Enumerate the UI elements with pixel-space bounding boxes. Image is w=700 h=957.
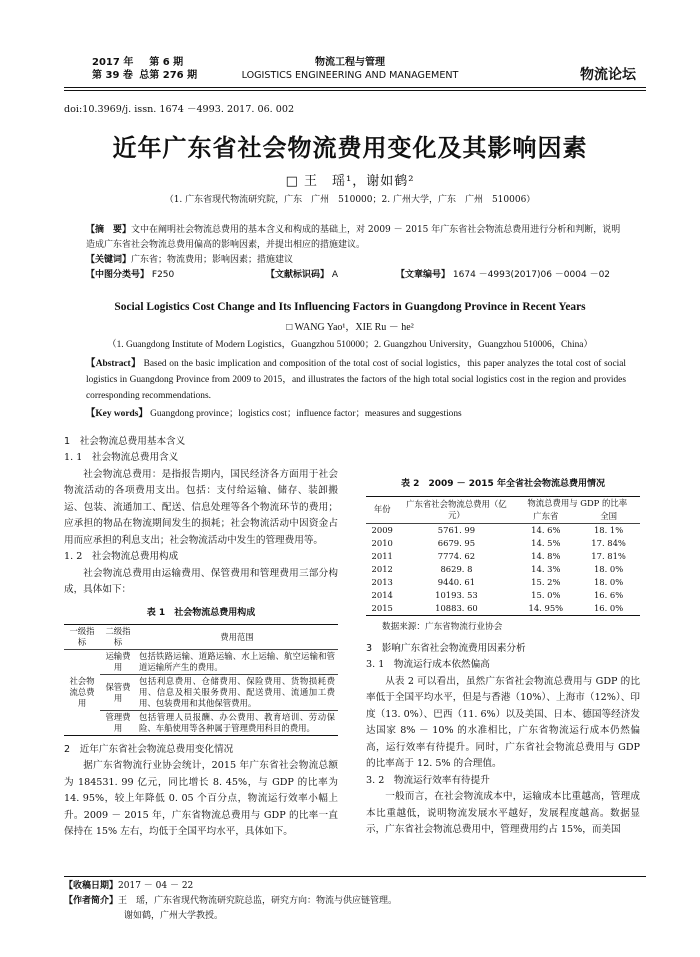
section-3-2-heading: 3. 2 物流运行效率有待提升: [366, 774, 490, 786]
affiliation-en: （1. Guangdong Institute of Modern Logistics，Guangzhou 510000；2. Guangzhou University，Guangzhou 510006，China）: [107, 340, 593, 350]
table-2-cell: 15. 2%: [531, 576, 561, 587]
abstract-en: [86, 356, 626, 422]
header-year-issue: [92, 56, 197, 82]
keywords-cn-label: 【关键词】: [86, 255, 132, 265]
table-2-cell: 6679. 95: [437, 537, 476, 548]
section-3-2-text: 一般而言，在社会物流成本中，运输成本比重越高，管理成本比重越低，说明物流发展水平越好，发展程度越高。数据显示，广东省社会物流总费用中，管理费用约占 15%，而美国: [366, 791, 640, 835]
table-2-cell: 17. 84%: [591, 537, 626, 548]
table-2-cell: 17. 81%: [591, 550, 626, 561]
table-2-cell: 18. 0%: [593, 563, 624, 574]
section-1-2-heading: 1. 2 社会物流总费用构成: [64, 551, 179, 562]
table-1-cell: 管理费用: [100, 711, 136, 736]
table-row: [366, 563, 640, 576]
abstract-cn-label: 【摘 要】: [86, 225, 132, 235]
title-en: Social Logistics Cost Change and Its Influencing Factors in Guangdong Province in Recent Years: [114, 301, 586, 313]
table-2-cell: 2012: [371, 563, 393, 574]
table-2-header-ratio: 物流总费用与 GDP 的比率: [527, 497, 628, 508]
table-2-caption: 表 2 2009 － 2015 年全省社会物流总费用情况: [401, 479, 605, 489]
abstract-en-text: Based on the basic implication and composition of the total cost of social logistics，this paper analyzes the total cost of social logistics in Guangdong Province from 2009 to 2015，and illustrates the factors of the high total social logistics cost in the region and provides corresponding recommendations.: [86, 359, 627, 401]
journal-name-en: LOGISTICS ENGINEERING AND MANAGEMENT: [241, 70, 459, 81]
table-2-cell: 18. 1%: [593, 524, 624, 535]
table-2-cell: 8629. 8: [440, 563, 473, 574]
section-1-1-text: 社会物流总费用：是指报告期内，国民经济各方面用于社会物流活动的各项费用支出。包括：支付给运输、储存、装卸搬运、包装、流通加工、配送、信息处理等各个物流环节的费用；应承担的物品在物流期间发生的损耗；社会物流活动中因资金占用而应承担的利息支出；社会物流活动中发生的管理费用等。: [64, 468, 338, 546]
table-2: [366, 496, 640, 616]
column-name: 物流论坛: [580, 67, 636, 83]
abstract-en-label: 【Abstract】: [86, 359, 141, 369]
table-2-cell: 2010: [371, 537, 393, 548]
table-2-header-cn: 全国: [577, 510, 640, 524]
table-row: [366, 550, 640, 563]
table-row: [366, 576, 640, 589]
table-2-cell: 14. 3%: [531, 563, 561, 574]
table-row: [366, 537, 640, 550]
author-bio-label: 【作者简介】: [64, 896, 119, 906]
table-1-cell: 包括铁路运输、道路运输、水上运输、航空运输和管道运输所产生的费用。: [136, 650, 338, 675]
table-1-cell: 运输费用: [100, 650, 136, 675]
header-issue: 第 6 期: [149, 57, 184, 68]
journal-name-cn: 物流工程与管理: [315, 57, 385, 68]
table-2-cell: 18. 0%: [593, 576, 624, 587]
footnote: [64, 879, 644, 924]
affiliation-cn: （1. 广东省现代物流研究院，广东 广州 510000；2. 广州大学，广东 广州 510006）: [164, 195, 536, 205]
table-2-cell: 10883. 60: [435, 602, 478, 613]
table-2-cell: 14. 95%: [528, 602, 564, 613]
footnote-rule: [64, 876, 646, 877]
table-2-cell: 16. 0%: [593, 602, 624, 613]
table-1: [64, 624, 338, 736]
doc-code: A: [331, 270, 339, 280]
article-no: 1674 －4993(2017)06 －0004 －02: [452, 270, 611, 280]
table-2-cell: 15. 0%: [531, 589, 561, 600]
title-cn: 近年广东省社会物流费用变化及其影响因素: [112, 134, 588, 162]
table-2-cell: 9440. 61: [437, 576, 476, 587]
section-2-text: 据广东省物流行业协会统计，2015 年广东省社会物流总额为 184531. 99 亿元，同比增长 8. 45%，与 GDP 的比率为 14. 95%，较上年降低 0. 05 个百分点，物流运行效率小幅上升。2009 － 2015 年，广东省物流总费用与 GDP 的比率一直保持在 15% 左右，均低于全国平均水平，具体如下。: [64, 760, 338, 837]
header-rule: [64, 87, 646, 88]
table-1-header-level2: 二级指标: [105, 626, 131, 647]
table-1-caption: 表 1 社会物流总费用构成: [146, 607, 256, 618]
section-3-1-text: 从表 2 可以看出，虽然广东省社会物流总费用与 GDP 的比率低于全国平均水平，但是与香港（10%）、上海市（12%）、印度（13. 0%）、巴西（11. 6%）以及美国、日本、德国等经济发达国家 8% － 10% 的水准相比，广东省物流运行成本仍然偏高，运行效率有待提升。同时，广东省社会物流总费用与 GDP 的比率高于 12. 5% 的合理值。: [366, 675, 640, 769]
clc-code: F250: [151, 270, 175, 280]
table-1-header-scope: 费用范围: [220, 631, 254, 642]
left-column: [64, 434, 338, 841]
received-date: 2017 － 04 － 22: [118, 881, 194, 891]
section-1-heading: 1 社会物流总费用基本含义: [64, 436, 186, 447]
header-volume: 第 39 卷: [92, 70, 133, 81]
section-2-heading: 2 近年广东省社会物流总费用变化情况: [64, 744, 234, 755]
table-2-cell: 2015: [371, 602, 393, 613]
header-journal: [220, 56, 480, 82]
right-column: [366, 434, 640, 839]
table-1-cell: 保管费用: [100, 675, 136, 711]
header-total-issue: 总第 276 期: [139, 70, 198, 81]
clc-label: 【中图分类号】: [86, 270, 150, 280]
table-1-header-level1: 一级指标: [69, 626, 95, 647]
header-rule-thin: [64, 90, 646, 91]
section-3-1-heading: 3. 1 物流运行成本依然偏高: [366, 659, 490, 670]
doi: doi:10.3969/j. issn. 1674 －4993. 2017. 06. 002: [64, 104, 295, 115]
keywords-en: Guangdong province；logistics cost；influence factor；measures and suggestions: [150, 409, 462, 419]
table-2-cell: 16. 6%: [593, 589, 624, 600]
table-2-cell: 2014: [371, 589, 393, 600]
table-2-header-gd: 广东省: [514, 510, 577, 524]
abstract-cn-text: 文中在阐明社会物流总费用的基本含义和构成的基础上，对 2009 － 2015 年广东省社会物流总费用进行分析和判断，说明造成广东省社会物流总费用偏高的影响因素，并提出相应的措施建议。: [86, 225, 621, 250]
received-label: 【收稿日期】: [64, 881, 119, 891]
abstract-cn: [86, 223, 626, 283]
table-2-cell: 2011: [371, 550, 393, 561]
table-1-cell: 包括利息费用、仓储费用、保险费用、货物损耗费用、信息及相关服务费用、配送费用、流通加工费用、包装费用和其他保管费用。: [136, 675, 338, 711]
table-2-cell: 2009: [371, 524, 393, 535]
doc-code-label: 【文献标识码】: [266, 270, 330, 280]
author-bio-1: 王 瑶，广东省现代物流研究院总监，研究方向：物流与供应链管理。: [118, 896, 398, 906]
table-2-cell: 14. 5%: [531, 537, 561, 548]
table-2-header-cost: 广东省社会物流总费用（亿元）: [398, 496, 514, 523]
table-row: [366, 589, 640, 602]
keywords-en-label: 【Key words】: [86, 409, 148, 419]
article-no-label: 【文章编号】: [396, 270, 451, 280]
header-year: 2017 年: [92, 57, 134, 68]
table-row: [366, 602, 640, 616]
table-2-cell: 14. 8%: [531, 550, 561, 561]
keywords-cn: 广东省；物流费用；影响因素；措施建议: [131, 255, 294, 265]
table-1-level1: 社会物流总费用: [64, 650, 100, 736]
authors-cn: □ 王 瑶¹，谢如鹤²: [285, 174, 415, 189]
table-2-cell: 10193. 53: [435, 589, 478, 600]
table-2-cell: 7774. 62: [437, 550, 476, 561]
author-bio-2: 谢如鹤，广州大学教授。: [124, 911, 224, 921]
table-1-cell: 包括管理人员报酬、办公费用、教育培训、劳动保险、车船使用等各种属于管理费用科目的费用。: [136, 711, 338, 736]
authors-en: □ WANG Yao¹，XIE Ru － he²: [286, 322, 414, 333]
table-2-header-year: 年份: [366, 496, 398, 523]
table-2-source: 数据来源：广东省物流行业协会: [382, 621, 503, 632]
section-1-2-text: 社会物流总费用由运输费用、保管费用和管理费用三部分构成，具体如下：: [64, 567, 338, 595]
table-2-cell: 2013: [371, 576, 393, 587]
section-1-1-heading: 1. 1 社会物流总费用含义: [64, 452, 179, 463]
table-2-cell: 14. 6%: [531, 524, 561, 535]
table-row: [366, 523, 640, 537]
table-2-cell: 5761. 99: [437, 524, 476, 535]
section-3-heading: 3 影响广东省社会物流费用因素分析: [366, 643, 526, 654]
